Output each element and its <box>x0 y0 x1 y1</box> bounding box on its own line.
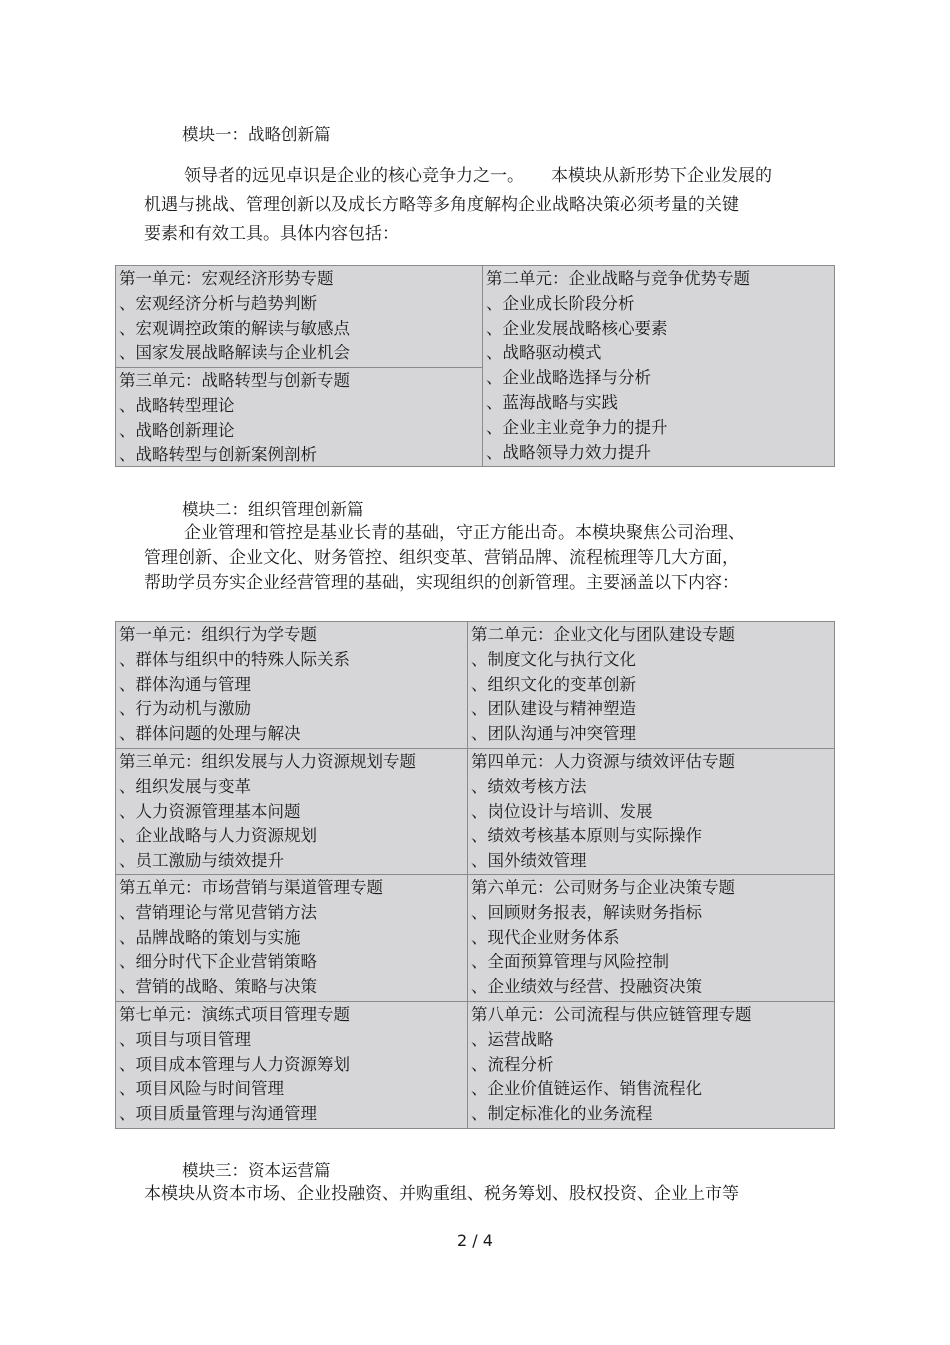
unit-item: 、企业价值链运作、销售流程化 <box>471 1079 702 1099</box>
unit-cell-1 <box>117 267 482 366</box>
unit-item: 、组织发展与变革 <box>119 776 251 796</box>
unit-title: 第三单元：组织发展与人力资源规划专题 <box>119 752 416 771</box>
unit-item: 、组织文化的变革创新 <box>471 674 636 694</box>
unit-cell-8 <box>469 1003 834 1127</box>
table-divider <box>116 1001 834 1002</box>
unit-cell-2 <box>469 623 834 747</box>
unit-item: 、现代企业财务体系 <box>471 927 620 947</box>
unit-item: 、企业主业竞争力的提升 <box>486 417 668 437</box>
unit-title: 第六单元：公司财务与企业决策专题 <box>471 878 735 897</box>
unit-item: 、绩效考核方法 <box>471 776 587 796</box>
unit-item: 、团队建设与精神塑造 <box>471 699 636 719</box>
unit-item: 、战略领导力效力提升 <box>486 442 651 462</box>
unit-title: 第五单元：市场营销与渠道管理专题 <box>119 878 383 897</box>
unit-item: 、群体问题的处理与解决 <box>119 724 301 744</box>
module1-unit-table <box>115 265 835 467</box>
module2-heading: 模块二：组织管理创新篇 <box>182 500 364 519</box>
module1-heading: 模块一：战略创新篇 <box>182 125 331 144</box>
unit-title: 第二单元：企业文化与团队建设专题 <box>471 625 735 644</box>
unit-item: 、人力资源管理基本问题 <box>119 801 301 821</box>
unit-item: 、运营战略 <box>471 1029 554 1049</box>
table-divider <box>467 622 468 1128</box>
unit-item: 、回顾财务报表，解读财务指标 <box>471 902 702 922</box>
module1-intro-line1: 领导者的远见卓识是企业的核心竞争力之一。 本模块从新形势下企业发展的 <box>184 166 773 186</box>
unit-title: 第二单元：企业战略与竞争优势专题 <box>486 269 750 288</box>
unit-cell-1 <box>117 623 467 747</box>
unit-item: 、企业绩效与经营、投融资决策 <box>471 977 702 997</box>
unit-item: 、品牌战略的策划与实施 <box>119 927 301 947</box>
unit-item: 、营销理论与常见营销方法 <box>119 902 317 922</box>
table-divider <box>116 367 482 368</box>
unit-item: 、群体与组织中的特殊人际关系 <box>119 649 350 669</box>
unit-cell-7 <box>117 1003 467 1127</box>
unit-item: 、团队沟通与冲突管理 <box>471 724 636 744</box>
unit-item: 、宏观经济分析与趋势判断 <box>119 293 317 313</box>
unit-item: 、战略创新理论 <box>119 420 235 440</box>
unit-item: 、群体沟通与管理 <box>119 674 251 694</box>
unit-item: 、流程分析 <box>471 1054 554 1074</box>
module2-unit-table <box>115 621 835 1129</box>
unit-item: 、项目与项目管理 <box>119 1029 251 1049</box>
module1-intro-line2: 机遇与挑战、管理创新以及成长方略等多角度解构企业战略决策必须考量的关键 <box>144 195 739 215</box>
unit-item: 、蓝海战略与实践 <box>486 392 618 412</box>
unit-item: 、企业战略与人力资源规划 <box>119 826 317 846</box>
unit-item: 、员工激励与绩效提升 <box>119 851 284 871</box>
table-divider <box>482 266 483 466</box>
module2-intro-line3: 帮助学员夯实企业经营管理的基础，实现组织的创新管理。主要涵盖以下内容： <box>144 573 739 593</box>
unit-item: 、岗位设计与培训、发展 <box>471 801 653 821</box>
table-divider <box>116 874 834 875</box>
unit-item: 、项目质量管理与沟通管理 <box>119 1104 317 1124</box>
unit-cell-4 <box>469 750 834 874</box>
unit-item: 、行为动机与激励 <box>119 699 251 719</box>
unit-item: 、国外绩效管理 <box>471 851 587 871</box>
unit-cell-3 <box>117 369 482 468</box>
unit-title: 第三单元：战略转型与创新专题 <box>119 371 350 390</box>
unit-item: 、企业发展战略核心要素 <box>486 318 668 338</box>
unit-title: 第四单元：人力资源与绩效评估专题 <box>471 752 735 771</box>
unit-item: 、国家发展战略解读与企业机会 <box>119 343 350 363</box>
unit-cell-2 <box>484 267 834 465</box>
unit-title: 第七单元：演练式项目管理专题 <box>119 1005 350 1024</box>
unit-title: 第八单元：公司流程与供应链管理专题 <box>471 1005 752 1024</box>
module2-intro-line1: 企业管理和管控是基业长青的基础，守正方能出奇。本模块聚焦公司治理、 <box>184 523 745 543</box>
unit-item: 、企业战略选择与分析 <box>486 368 651 388</box>
unit-item: 、企业成长阶段分析 <box>486 293 635 313</box>
unit-item: 、战略驱动模式 <box>486 343 602 363</box>
unit-cell-5 <box>117 876 467 1000</box>
unit-cell-6 <box>469 876 834 1000</box>
unit-item: 、细分时代下企业营销策略 <box>119 952 317 972</box>
unit-title: 第一单元：宏观经济形势专题 <box>119 269 334 288</box>
page-number: 2 / 4 <box>457 1231 493 1250</box>
unit-item: 、全面预算管理与风险控制 <box>471 952 669 972</box>
unit-item: 、项目风险与时间管理 <box>119 1079 284 1099</box>
module3-intro-line1: 本模块从资本市场、企业投融资、并购重组、税务筹划、股权投资、企业上市等 <box>144 1184 739 1204</box>
unit-item: 、制度文化与执行文化 <box>471 649 636 669</box>
unit-item: 、项目成本管理与人力资源筹划 <box>119 1054 350 1074</box>
unit-item: 、战略转型与创新案例剖析 <box>119 445 317 465</box>
module3-heading: 模块三：资本运营篇 <box>182 1161 331 1180</box>
module1-intro-line3: 要素和有效工具。具体内容包括： <box>144 224 399 244</box>
unit-item: 、营销的战略、策略与决策 <box>119 977 317 997</box>
table-divider <box>116 748 834 749</box>
module2-intro-line2: 管理创新、企业文化、财务管控、组织变革、营销品牌、流程梳理等几大方面， <box>144 548 739 568</box>
unit-item: 、宏观调控政策的解读与敏感点 <box>119 318 350 338</box>
unit-item: 、绩效考核基本原则与实际操作 <box>471 826 702 846</box>
unit-title: 第一单元：组织行为学专题 <box>119 625 317 644</box>
unit-cell-3 <box>117 750 467 874</box>
unit-item: 、战略转型理论 <box>119 395 235 415</box>
unit-item: 、制定标准化的业务流程 <box>471 1104 653 1124</box>
